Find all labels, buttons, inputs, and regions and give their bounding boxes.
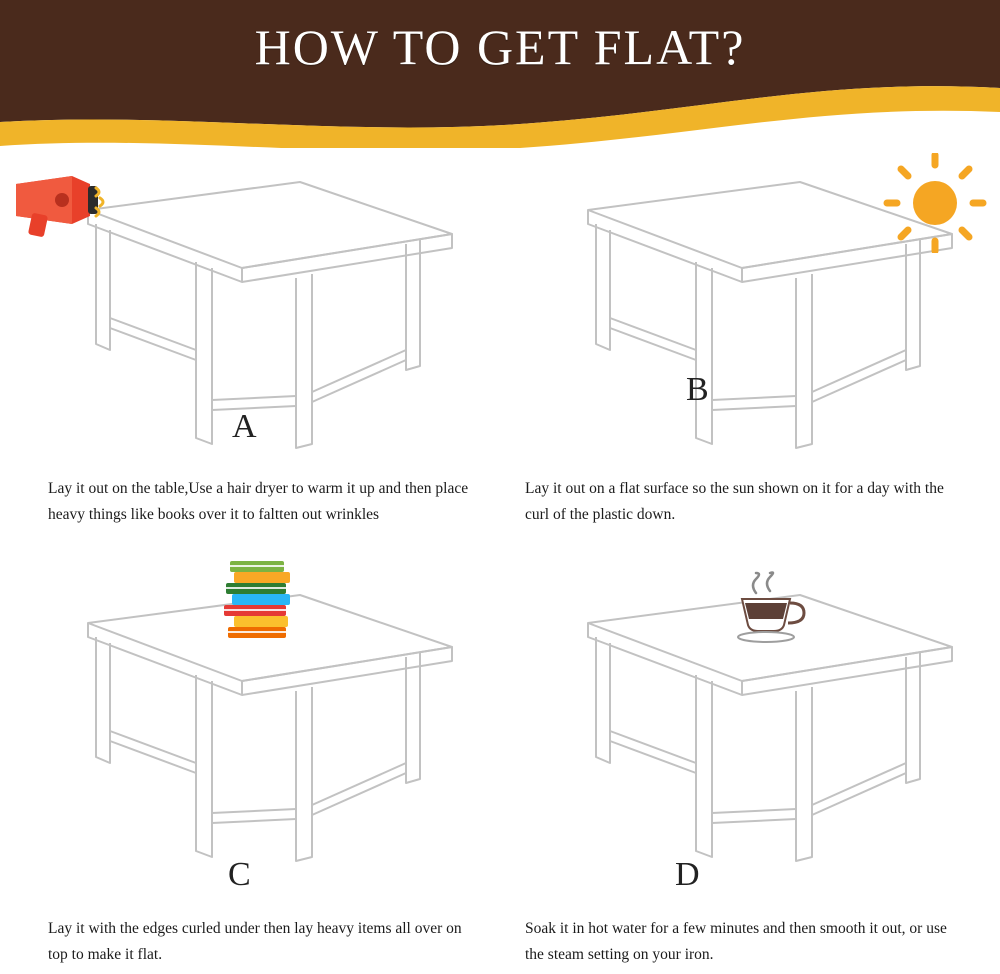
panel-caption-d: Soak it in hot water for a few minutes and then smooth it out, or use the steam setting on your iron. — [525, 920, 947, 963]
page-title: HOW TO GET FLAT? — [254, 19, 746, 75]
panel-letter-a: A — [232, 408, 257, 445]
instruction-panel-a — [0, 148, 500, 561]
hair-dryer-icon — [10, 170, 120, 240]
coffee-cup-icon — [718, 571, 818, 651]
panel-letter-d: D — [675, 856, 700, 893]
panel-letter-b: B — [686, 371, 709, 408]
stack-of-books-icon — [212, 553, 312, 653]
instruction-grid — [0, 148, 1000, 974]
panel-caption-c: Lay it with the edges curled under then lay heavy items all over on top to make it flat. — [48, 920, 462, 963]
panel-letter-c: C — [228, 856, 251, 893]
sun-icon — [882, 153, 988, 253]
instruction-panel-d — [500, 561, 1000, 974]
header-banner — [0, 0, 1000, 148]
panel-caption-b: Lay it out on a flat surface so the sun shown on it for a day with the curl of the plastic down. — [525, 480, 944, 523]
panel-caption-a: Lay it out on the table,Use a hair dryer to warm it up and then place heavy things like books over it to faltten out wrinkles — [48, 480, 469, 523]
instruction-panel-b — [500, 148, 1000, 561]
instruction-panel-c — [0, 561, 500, 974]
